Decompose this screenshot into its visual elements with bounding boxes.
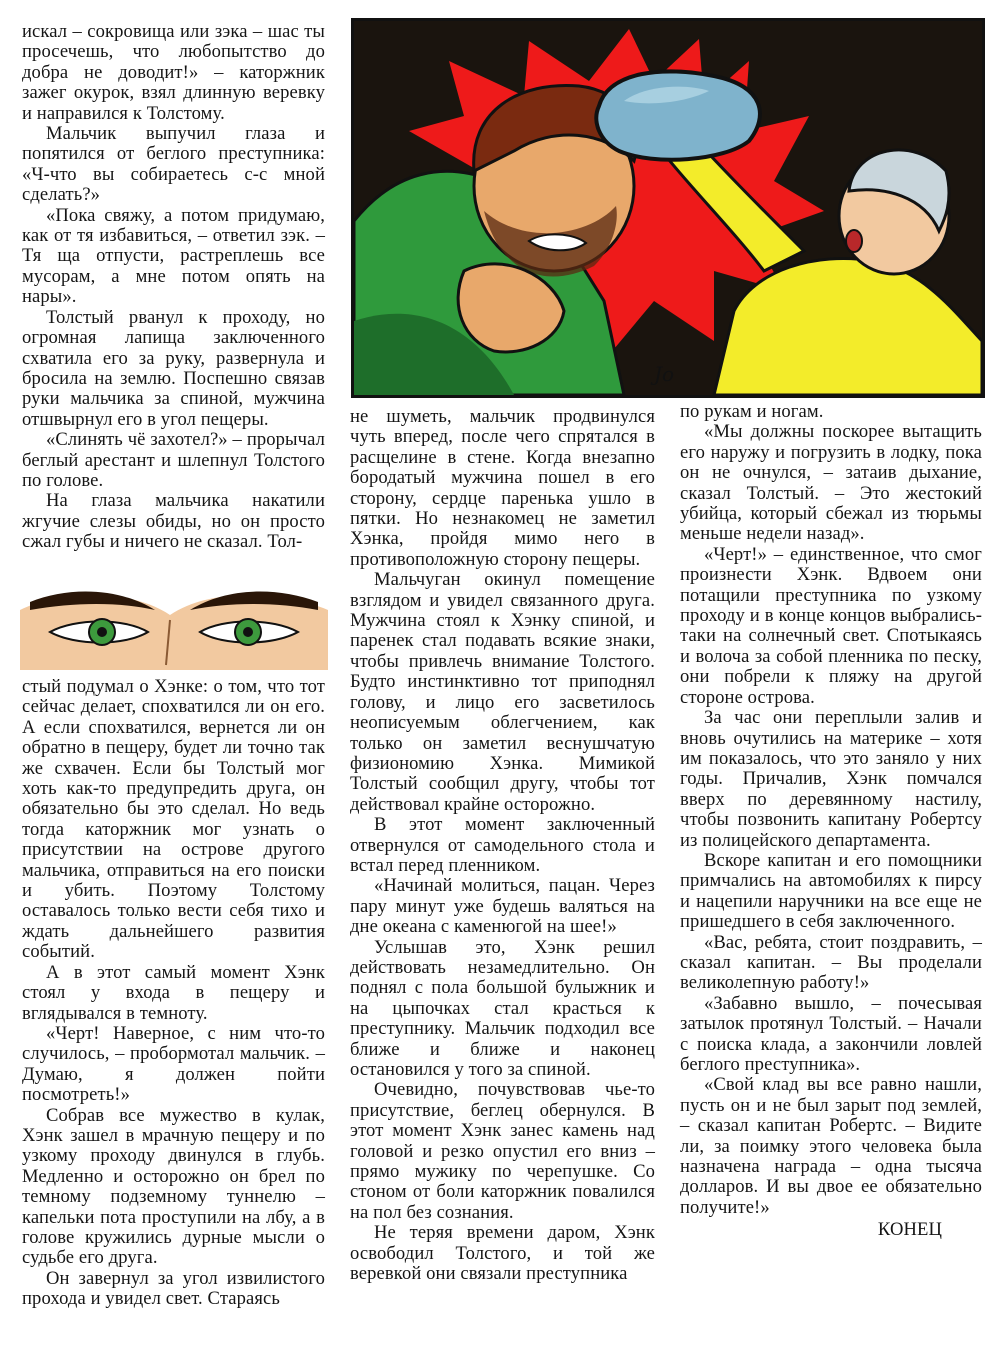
- paragraph: не шуметь, мальчик продвинулся чуть вперед, после чего спрятался в расщелине в стене. Когда внезапно бородатый мужчина пошел в его сторону, сердце паренька ушло в пятки. Но незнакомец не заметил Хэнка, пройдя мимо него в противоположную сторону пещеры.: [350, 406, 655, 570]
- paragraph: искал – сокровища или зэка – шас ты просечешь, что любопытство до добра не доводит!» – каторжник зажег окурок, взял длинную веревку и направился к Толстому.: [22, 21, 325, 124]
- end-marker: КОНЕЦ: [877, 1219, 942, 1241]
- paragraph: «Свой клад вы все равно нашли, пусть он и не был зарыт под землей, – сказал капитан Робертс. – Видите ли, за поимку этого человека была назначена награда – одна тысяча долларов. И вы двое ее обязательно получите!»: [680, 1074, 982, 1218]
- paragraph: Толстый рванул к проходу, но огромная лапища заключенного схватила его за руку, развернула и бросила на землю. Поспешно связав руки мальчика за спиной, мужчина отшвырнул его в угол пещеры.: [22, 306, 325, 430]
- eyes-drawing: [20, 580, 328, 670]
- paragraph: На глаза мальчика накатили жгучие слезы обиды, но он просто сжал губы и ничего не сказал. Тол-: [22, 490, 325, 553]
- fight-scene: [354, 21, 982, 395]
- eyes-illustration: [20, 580, 328, 670]
- paragraph: Услышав это, Хэнк решил действовать незамедлительно. Он поднял с пола большой булыжник и на цыпочках стал красться к преступнику. Мальчик подходил все ближе и ближе и наконец остановился у того за спиной.: [350, 936, 655, 1080]
- paragraph: Собрав все мужество в кулак, Хэнк зашел в мрачную пещеру и по узкому проходу двинулся в глубь. Медленно и осторожно он брел по темному подземному туннелю – капельки пота проступили на лбу, а в голове кружились дурные мысли о судьбе его друга.: [22, 1104, 325, 1269]
- text-column-1-bottom: [22, 677, 325, 1310]
- paragraph: Не теряя времени даром, Хэнк освободил Толстого, и той же веревкой они связали преступника: [350, 1222, 655, 1285]
- paragraph: Мальчуган окинул помещение взглядом и увидел связанного друга. Мужчина стоял к Хэнку спиной, и паренек стал подавать всякие знаки, чтобы привлечь внимание Толстого. Будто инстинктивно тот приподнял голову, и лицо его засветилось неописуемым облегчением, как только он заметил веснушчатую физиономию Хэнка. Мимикой Толстый сообщил другу, чтобы тот действовал крайне осторожно.: [350, 569, 655, 815]
- hero-mouth: [846, 230, 862, 252]
- paragraph: Мальчик выпучил глаза и попятился от беглого преступника: «Ч-что вы собираетесь с-с мной сделать?»: [22, 123, 325, 206]
- paragraph: «Черт!» – единственное, что смог произнести Хэнк. Вдвоем они потащили преступника по узкому проходу и в конце концов выбрались-таки на солнечный свет. Спотыкаясь и волоча за собой пленника по песку, они побрели к пляжу на другой стороне острова.: [680, 543, 982, 708]
- paragraph: «Пока свяжу, а потом придумаю, как от тя избавиться, – ответил зэк. – Тя ща отпусти, растреплешь все мусорам, а мне потом опять на нары».: [22, 204, 325, 308]
- paragraph: «Мы должны поскорее вытащить его наружу и погрузить в лодку, пока он не очнулся, – затаив дыхание, сказал Толстый. – Это жестокий убийца, который сбежал из тюрьмы меньше недели назад».: [680, 421, 982, 545]
- rock: [596, 71, 760, 159]
- comic-illustration: [351, 18, 985, 398]
- paragraph: по рукам и ногам.: [680, 401, 824, 422]
- paragraph: «Черт! Наверное, с ним что-то случилось, – пробормотал мальчик. – Думаю, я должен пойти посмотреть!»: [22, 1022, 325, 1106]
- paragraph: В этот момент заключенный отвернулся от самодельного стола и встал перед пленником.: [350, 814, 655, 876]
- text-column-2: [350, 407, 655, 1284]
- paragraph: Очевидно, почувствовав чье-то присутствие, беглец обернулся. В этот момент Хэнк занес камень над головой и резко опустил его вниз – прямо мужику по черепушке. Со стоном от боли каторжник повалился на пол без сознания.: [350, 1079, 655, 1223]
- paragraph: Вскоре капитан и его помощники примчались на автомобилях к пирсу и нацепили наручники на все еще не пришедшего в себя заключенного.: [680, 849, 982, 933]
- paragraph: Он завернул за угол извилистого прохода и увидел свет. Стараясь: [22, 1267, 325, 1310]
- paragraph: «Слинять чё захотел?» – прорычал беглый арестант и шлепнул Толстого по голове.: [22, 429, 325, 491]
- text-column-1-top: [22, 22, 325, 553]
- paragraph: «Начинай молиться, пацан. Через пару минут уже будешь валяться на дне океана с каменюгой на шее!»: [350, 875, 655, 938]
- left-pupil: [97, 627, 107, 637]
- text-column-3: [680, 402, 982, 1241]
- paragraph: «Вас, ребята, стоит поздравить, – сказал капитан. – Вы проделали великолепную работу!»: [680, 931, 982, 994]
- paragraph: стый подумал о Хэнке: о том, что тот сейчас делает, спохватился ли он его. А если спохватился, вернется ли он обратно в пещеру, будет ли точно так же схвачен. Если бы Толстый мог хоть как-то предупредить друга, он обязательно бы это сделал. Но ведь тогда каторжник мог узнать о присутствии на острове другого мальчика, отправиться на его поиски и убить. Поэтому Толстому оставалось только вести себя тихо и ждать дальнейшего развития событий.: [22, 676, 325, 963]
- artist-signature: Jo: [654, 362, 675, 386]
- paragraph: А в этот самый момент Хэнк стоял у входа в пещеру и вглядывался в темноту.: [22, 961, 325, 1024]
- paragraph: За час они переплыли залив и вновь очутились на материке – хотя им показалось, что это заняло у них годы. Причалив, Хэнк помчался вверх по деревянному настилу, чтобы позвонить капитану Робертсу из полицейского департамента.: [680, 707, 982, 851]
- paragraph: «Забавно вышло, – почесывая затылок протянул Толстый. – Начали с поиска клада, а закончили ловлей беглого преступника».: [680, 992, 982, 1075]
- right-pupil: [243, 627, 253, 637]
